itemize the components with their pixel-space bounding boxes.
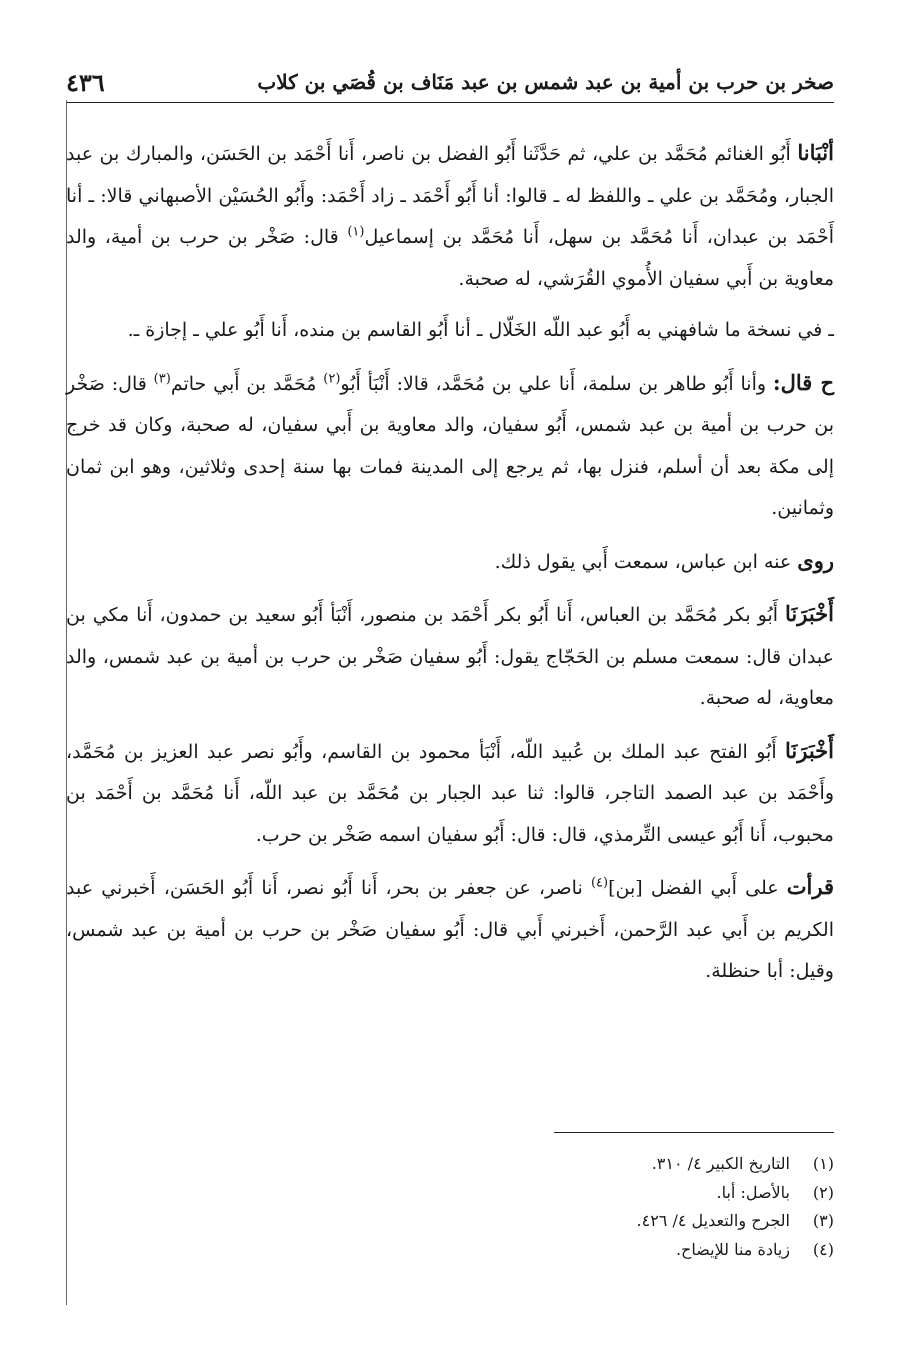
paragraph-text: وأنا أَبُو طاهر بن سلمة، أَنا علي بن مُحَمَّد، قالا: أَنْبَأ أَبُو [340, 372, 773, 395]
paragraph-text: ناصر، عن جعفر بن بحر، أَنا أَبُو نصر، أَنا أَبُو الحَسَن، أَخبرني عبد الكريم بن أَبي عبد الرَّحمن، أَخبرني أَبي قال: أَبُو سفيان صَخْر بن حرب بن أمية بن عبد شمس، وقيل: أبا حنظلة. [66, 877, 834, 982]
paragraph-text: أَبُو بكر مُحَمَّد بن العباس، أَنا أَبُو بكر أَحْمَد بن منصور، أَنْبَأ أَبُو سعيد بن حمدون، أَنا مكي بن عبدان قال: سمعت مسلم بن الحَجّاج يقول: أَبُو سفيان صَخْر بن حرب بن أمية بن عبد شمس، والد معاوية، له صحبة. [66, 604, 834, 709]
paragraph-lead: أنْبَانا [797, 140, 834, 165]
paragraph-text: قال: صَخْر بن حرب بن أمية، والد معاوية بن أَبي سفيان الأُموي القُرَشي، له صحبة. [66, 226, 834, 290]
footnote-item [66, 1179, 834, 1208]
paragraph-lead: روى [797, 547, 834, 573]
paragraph-text: أَبُو الفتح عبد الملك بن عُبيد اللّه، أَنْبَأ محمود بن القاسم، وأَبُو نصر عبد العزيز بن مُحَمَّد، وأَحْمَد بن عبد الصمد التاجر، قالوا: ثنا عبد الجبار بن مُحَمَّد بن عبد اللّه، أَنا مُحَمَّد بن أَحْمَد بن محبوب، أَنا أَبُو عيسى التِّرمذي، قال: قال: أَبُو سفيان اسمه صَخْر بن حرب. [66, 740, 834, 846]
paragraph-4 [66, 540, 834, 584]
paragraph-text: مُحَمَّد بن أَبي حاتم [170, 372, 324, 395]
footnote-ref: (٢) [323, 371, 341, 387]
paragraph-3 [66, 362, 834, 530]
footnote-text: زيادة منا للإيضاح. [675, 1239, 790, 1259]
footnote-number: (٤) [812, 1239, 834, 1259]
footnote-item [66, 1150, 834, 1179]
paragraph-text: على أَبي الفضل [بن] [608, 877, 787, 899]
paragraph-6 [66, 730, 834, 857]
paragraph-lead: ح قال: [772, 369, 834, 395]
paragraph-text: قال: صَخْر بن حرب بن أمية بن عبد شمس، أَبُو سفيان، والد معاوية بن أَبي سفيان، له صحبة، وكان قد خرج إلى مكة بعد أن أسلم، فنزل بها، ثم يرجع إلى المدينة فمات بها سنة إحدى وثلاثين، وهو ابن ثمان وثمانين. [66, 372, 834, 519]
header-rule [66, 102, 834, 103]
footnotes [66, 1150, 834, 1264]
paragraph-5 [66, 593, 834, 720]
main-text [66, 132, 834, 1003]
paragraph-lead: أَخْبَرَنَا [785, 737, 834, 763]
footnote-number: (١) [812, 1154, 834, 1173]
paragraph-2 [66, 310, 834, 352]
footnote-ref: (١) [347, 224, 365, 240]
footnote-text: بالأصل: أبا. [716, 1182, 790, 1202]
page-header [66, 62, 834, 102]
footnote-text: الجرح والتعديل ٤/ ٤٢٦. [636, 1211, 790, 1230]
page-number: ٤٣٦ [66, 67, 105, 97]
footnote-number: (٣) [812, 1211, 834, 1230]
paragraph-text: عنه ابن عباس، سمعت أَبي يقول ذلك. [494, 550, 798, 573]
footnote-rule [554, 1132, 834, 1133]
footnote-item [66, 1207, 834, 1236]
paragraph-text: ـ في نسخة ما شافهني به أَبُو عبد اللّه الخَلّال ـ أنا أَبُو القاسم بن منده، أَنا أَبُو علي ـ إجازة ـ. [127, 319, 834, 341]
footnote-ref: (٣) [153, 371, 171, 387]
footnote-text: التاريخ الكبير ٤/ ٣١٠. [651, 1154, 790, 1173]
footnote-ref: (٤) [590, 875, 609, 891]
footnote-item [66, 1236, 834, 1265]
paragraph-7 [66, 866, 834, 993]
running-title: صخر بن حرب بن أمية بن عبد شمس بن عبد مَنَاف بن قُصَي بن كلاب [257, 70, 834, 94]
paragraph-lead: أَخْبَرَنَا [785, 601, 834, 626]
footnote-number: (٢) [812, 1182, 834, 1202]
paragraph-lead: قرأت [786, 874, 834, 899]
paragraph-1 [66, 132, 834, 300]
paragraph-text: أَبُو الغنائم مُحَمَّد بن علي، ثم حَدَّثَنا أَبُو الفضل بن ناصر، أَنا أَحْمَد بن الحَسَن، والمبارك بن عبد الجبار، ومُحَمَّد بن علي ـ واللفظ له ـ قالوا: أنا أَبُو أَحْمَد ـ زاد أَحْمَد: وأَبُو الحُسَيْن الأصبهاني قالا: ـ أنا أَحْمَد بن عبدان، أَنا مُحَمَّد بن سهل، أَنا مُحَمَّد بن إسماعيل [66, 143, 834, 248]
